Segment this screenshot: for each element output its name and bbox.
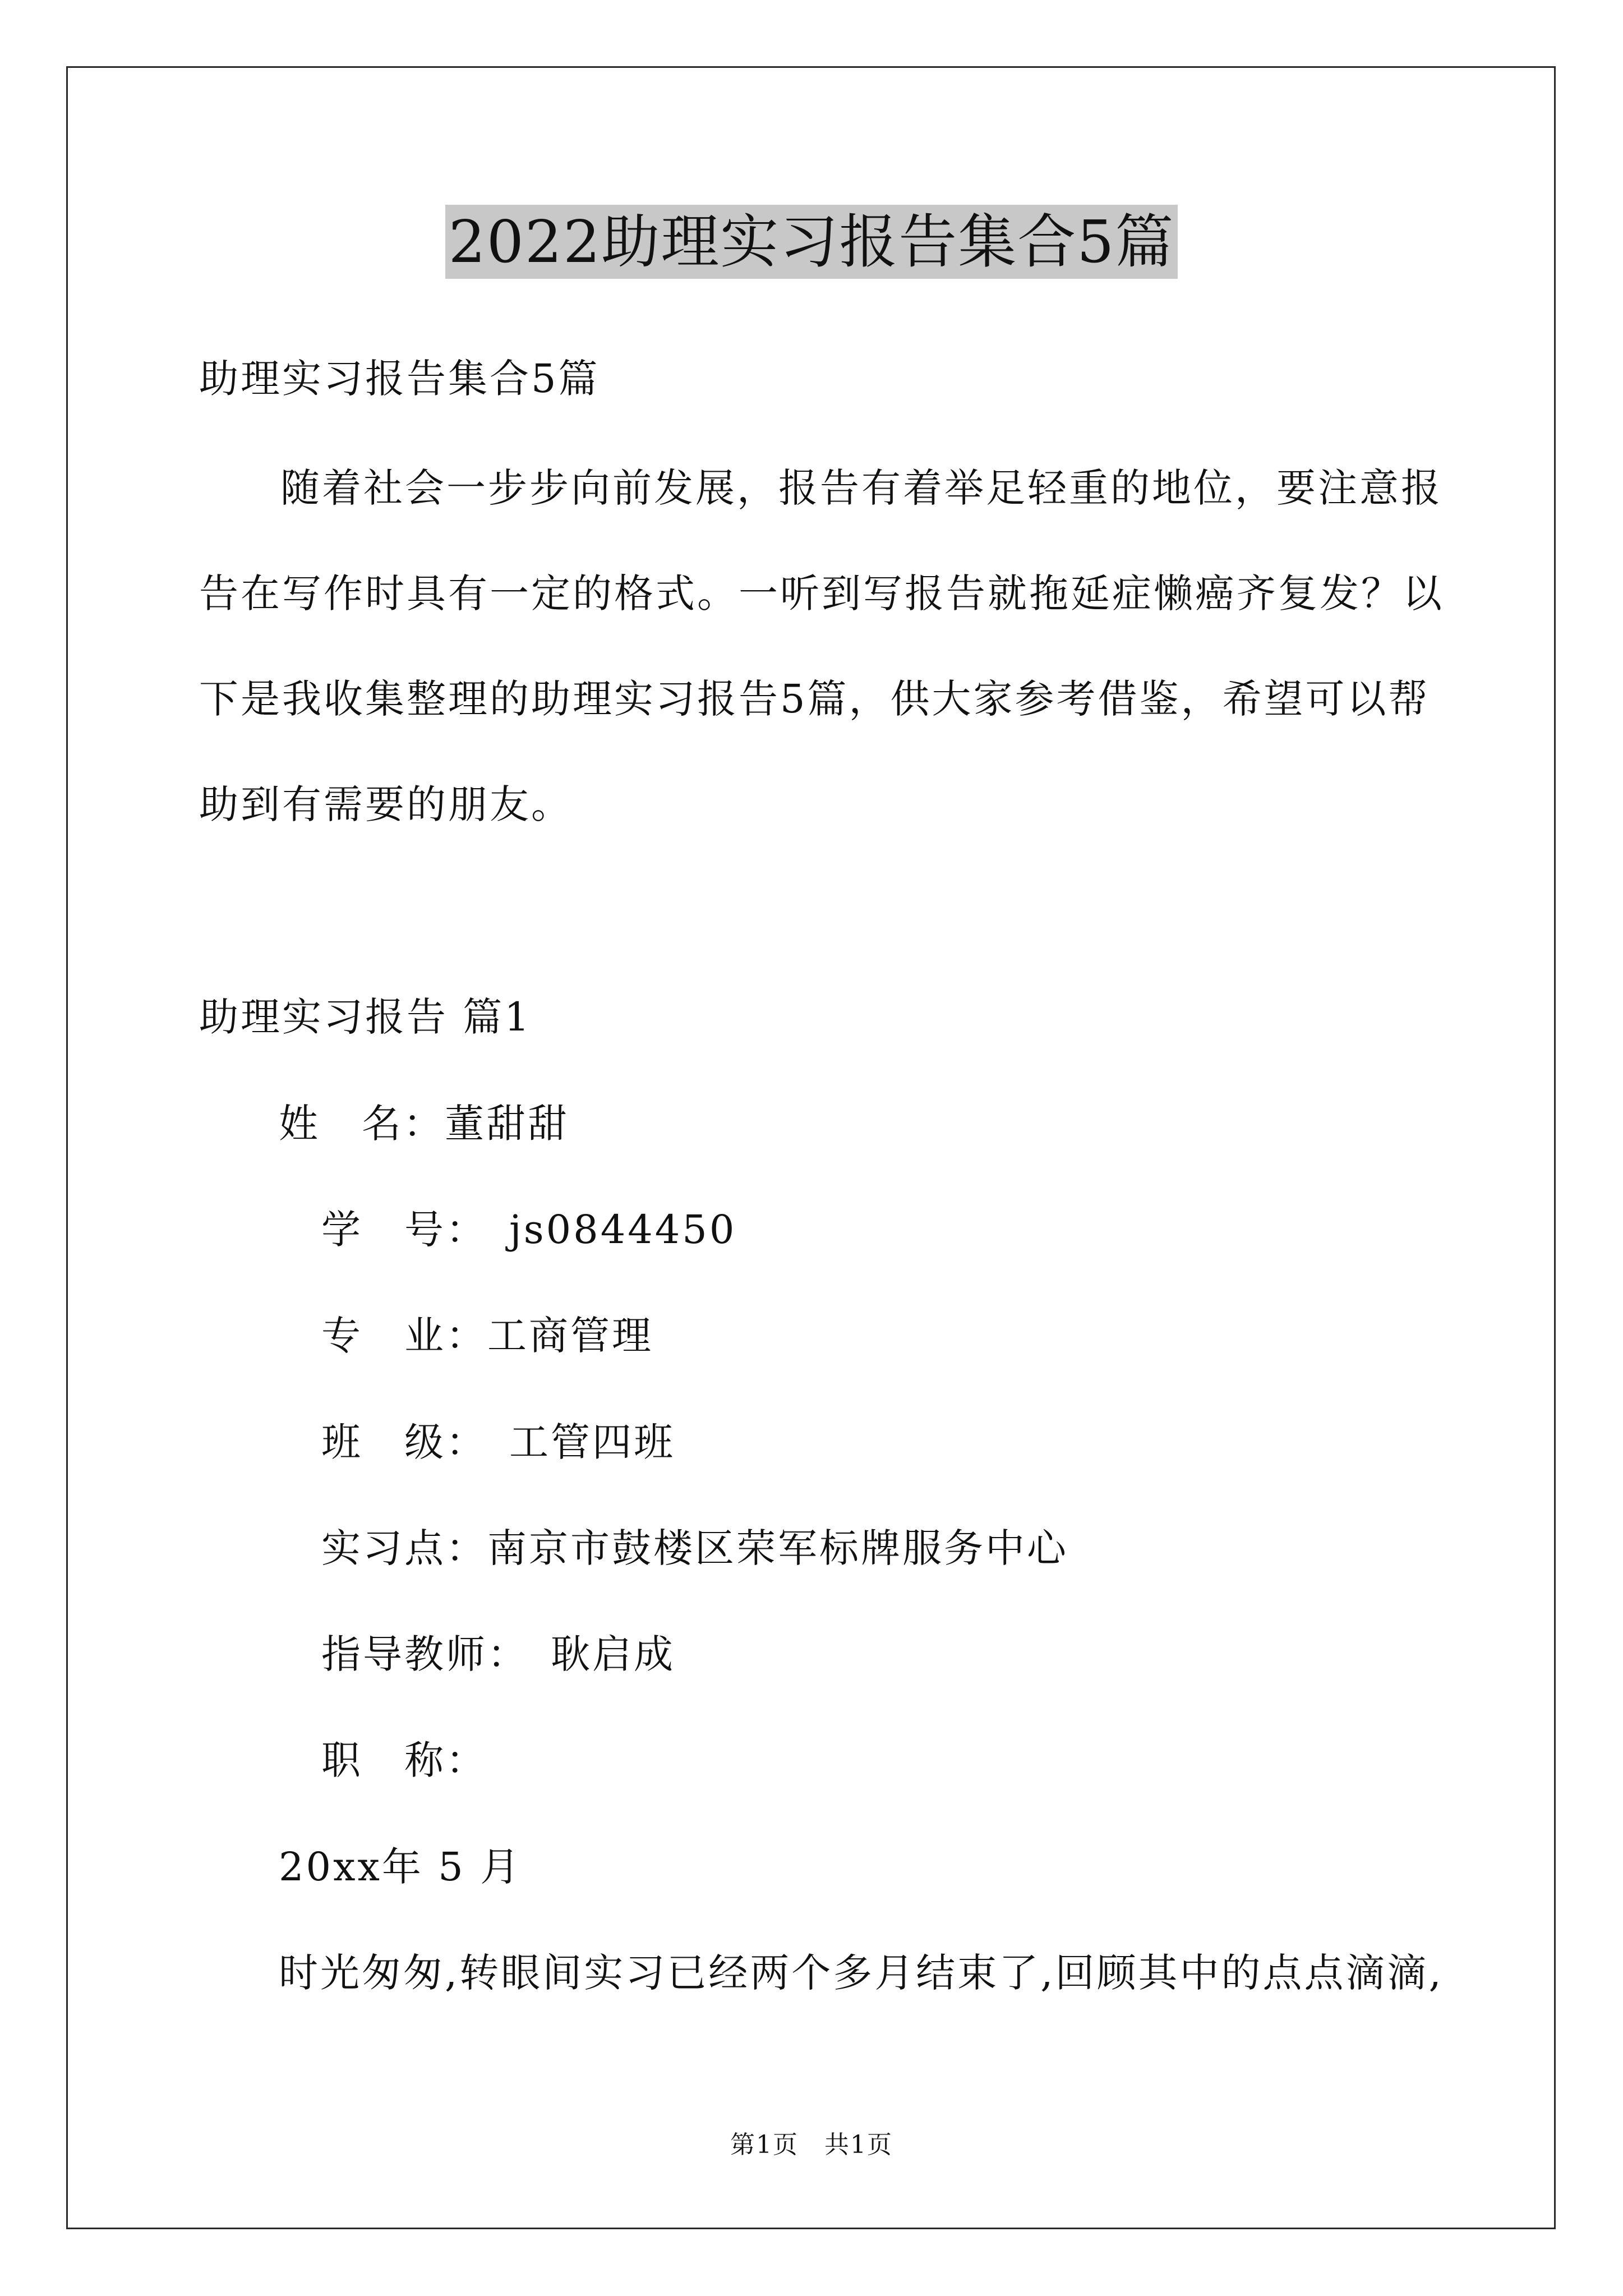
- title-container: [0, 205, 1623, 279]
- body-line: 时光匆匆,转眼间实习已经两个多月结束了,回顾其中的点点滴滴,: [279, 1950, 1444, 1996]
- info-field-name: 姓 名：董甜甜: [279, 1101, 569, 1147]
- info-field-class: 班 级： 工管四班: [321, 1419, 675, 1465]
- intro-line-4: 助到有需要的朋友。: [199, 781, 573, 827]
- document-subtitle: 助理实习报告集合5篇: [199, 356, 600, 402]
- info-field-major: 专 业：工商管理: [321, 1313, 653, 1359]
- info-field-advisor: 指导教师： 耿启成: [321, 1631, 675, 1677]
- info-field-student-id: 学 号： js0844450: [321, 1207, 737, 1253]
- intro-line-1: 随着社会一步步向前发展，报告有着举足轻重的地位，要注意报: [280, 465, 1442, 511]
- info-field-title: 职 称：: [321, 1737, 487, 1783]
- document-title: 2022助理实习报告集合5篇: [445, 205, 1178, 279]
- info-field-internship-site: 实习点：南京市鼓楼区荣军标牌服务中心: [321, 1525, 1068, 1571]
- date-line: 20xx年 5 月: [279, 1844, 522, 1890]
- section-heading: 助理实习报告 篇1: [199, 994, 532, 1040]
- page-footer: 第1页 共1页: [730, 2131, 893, 2159]
- intro-line-3: 下是我收集整理的助理实习报告5篇，供大家参考借鉴，希望可以帮: [199, 676, 1430, 722]
- intro-line-2: 告在写作时具有一定的格式。一听到写报告就拖延症懒癌齐复发？以: [199, 570, 1444, 616]
